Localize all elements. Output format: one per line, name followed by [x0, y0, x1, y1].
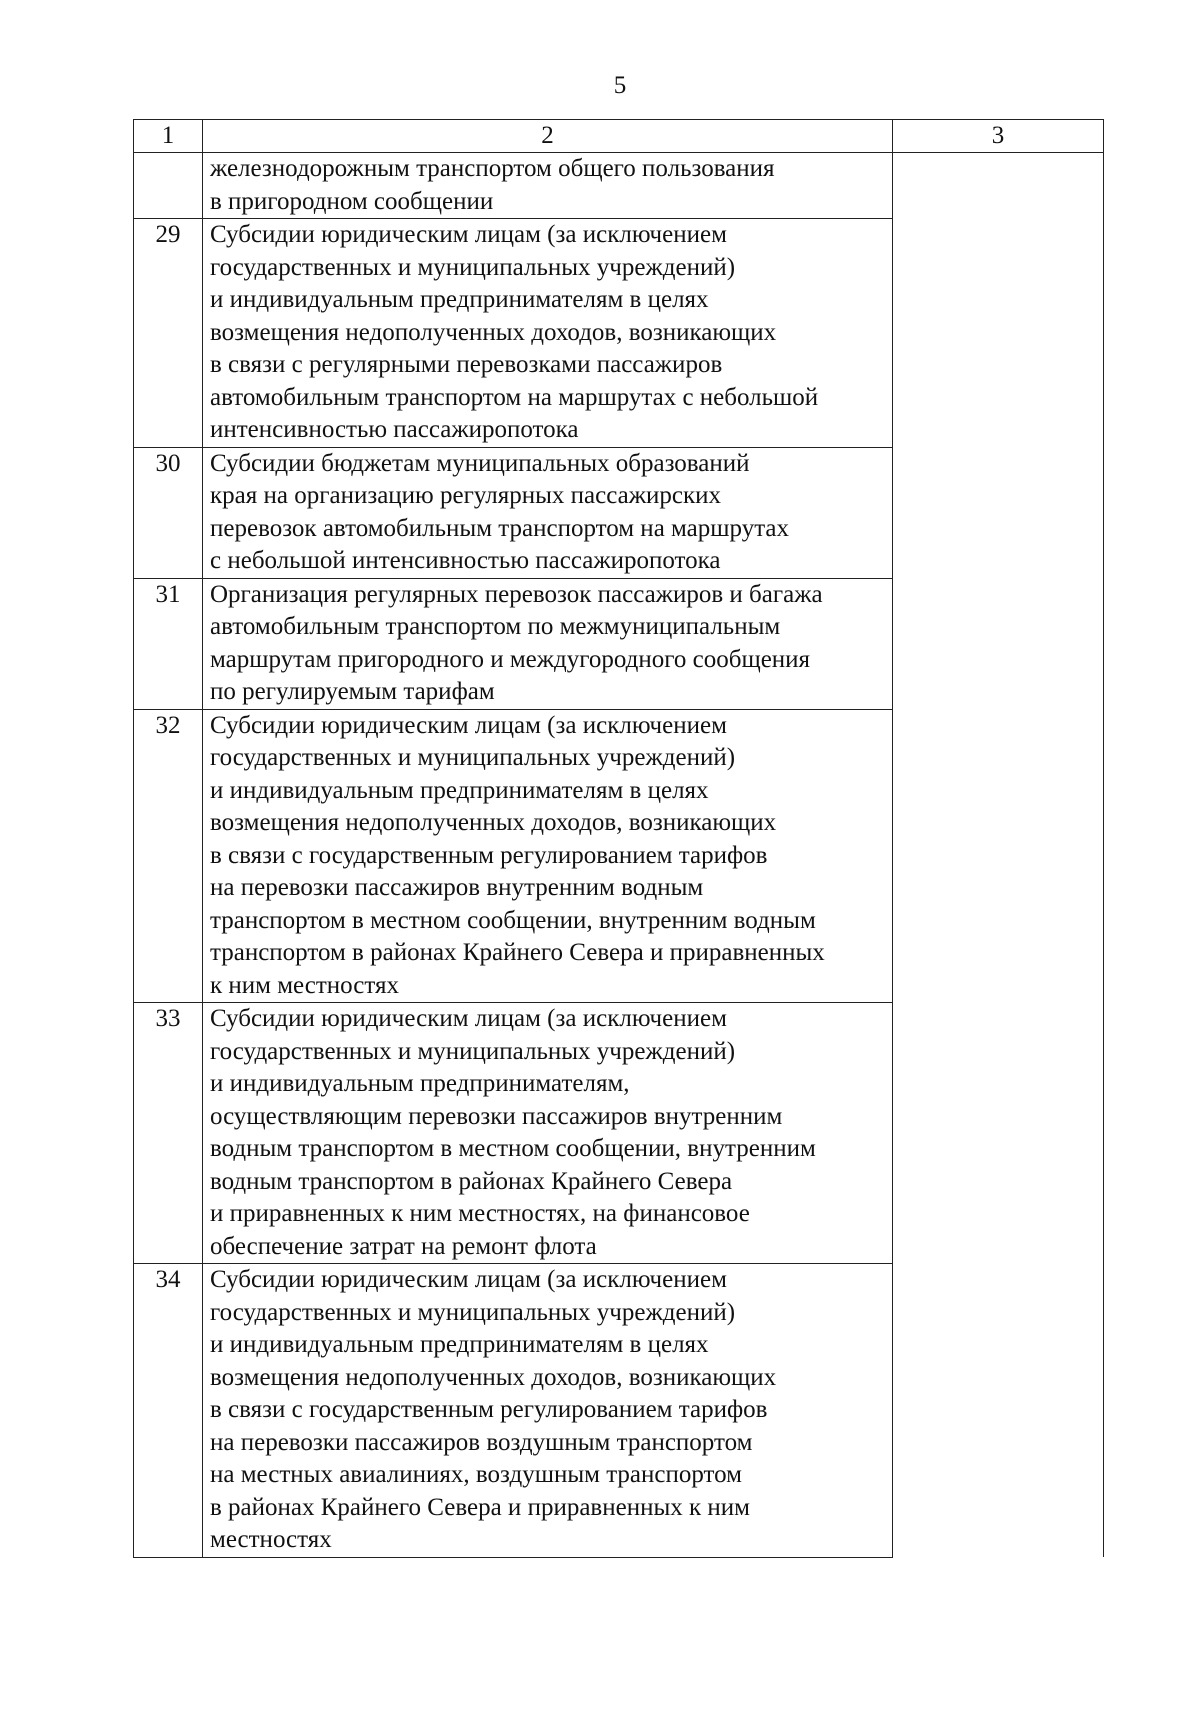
description-line: Субсидии бюджетам муниципальных образований	[210, 449, 750, 477]
description-line: возмещения недополученных доходов, возникающих	[210, 318, 777, 346]
description-line: в связи с регулярными перевозками пассажиров	[210, 351, 723, 378]
description-line: в пригородном сообщении	[210, 187, 494, 215]
row-number: 31	[134, 578, 203, 709]
description-line: маршрутам пригородного и междугородного сообщения	[210, 645, 811, 673]
description-line: государственных и муниципальных учреждений)	[210, 1298, 736, 1326]
row-description	[203, 447, 893, 578]
description-line: края на организацию регулярных пассажирских	[210, 482, 721, 509]
row-description	[203, 1264, 893, 1558]
description-line: Субсидии юридическим лицам (за исключением	[210, 1005, 727, 1032]
description-line: интенсивностью пассажиропотока	[210, 416, 579, 443]
row-description	[203, 709, 893, 1003]
description-line: с небольшой интенсивностью пассажиропотока	[210, 547, 721, 574]
column-header-1: 1	[134, 120, 203, 153]
description-line: водным транспортом в местном сообщении, внутренним	[210, 1135, 816, 1162]
description-line: государственных и муниципальных учреждений)	[210, 744, 736, 771]
description-line: в районах Крайнего Севера и приравненных к ним	[210, 1493, 750, 1521]
description-line: и индивидуальным предпринимателям в целях	[210, 286, 709, 313]
table-header-row	[134, 120, 1104, 153]
row-number: 33	[134, 1003, 203, 1264]
description-line: Субсидии юридическим лицам (за исключением	[210, 221, 727, 248]
description-line: государственных и муниципальных учреждений)	[210, 253, 736, 281]
description-line: водным транспортом в районах Крайнего Севера	[210, 1167, 733, 1195]
description-line: Субсидии юридическим лицам (за исключением	[210, 1266, 727, 1293]
description-line: и индивидуальным предпринимателям в целях	[210, 776, 709, 804]
description-line: местностях	[210, 1526, 332, 1553]
column-header-3: 3	[893, 120, 1104, 153]
document-table	[133, 119, 1104, 1558]
description-line: транспортом в местном сообщении, внутренним водным	[210, 906, 816, 934]
description-line: железнодорожным транспортом общего пользования	[210, 155, 775, 182]
description-line: по регулируемым тарифам	[210, 678, 495, 705]
row-description	[203, 153, 893, 219]
description-line: государственных и муниципальных учреждений)	[210, 1037, 736, 1065]
description-line: транспортом в районах Крайнего Севера и приравненных	[210, 939, 825, 966]
row-description	[203, 219, 893, 448]
description-line: автомобильным транспортом на маршрутах с небольшой	[210, 383, 819, 411]
table-body	[134, 153, 1104, 1558]
row-number	[134, 153, 203, 219]
description-line: обеспечение затрат на ремонт флота	[210, 1232, 597, 1260]
row-number: 34	[134, 1264, 203, 1558]
row-description	[203, 578, 893, 709]
description-line: и индивидуальным предпринимателям в целях	[210, 1331, 709, 1358]
description-line: осуществляющим перевозки пассажиров внутренним	[210, 1102, 783, 1130]
description-line: в связи с государственным регулированием тарифов	[210, 1396, 768, 1423]
table-row	[134, 153, 1104, 219]
description-line: на местных авиалиниях, воздушным транспортом	[210, 1461, 742, 1488]
description-line: на перевозки пассажиров воздушным транспортом	[210, 1428, 753, 1456]
description-line: Субсидии юридическим лицам (за исключением	[210, 711, 727, 739]
column-header-2: 2	[203, 120, 893, 153]
description-line: возмещения недополученных доходов, возникающих	[210, 809, 777, 836]
description-line: Организация регулярных перевозок пассажиров и багажа	[210, 580, 823, 608]
column-3-cell	[893, 153, 1104, 1558]
page-number: 5	[613, 72, 627, 99]
description-line: перевозок автомобильным транспортом на маршрутах	[210, 514, 790, 542]
description-line: автомобильным транспортом по межмуниципальным	[210, 613, 781, 640]
description-line: и приравненных к ним местностях, на финансовое	[210, 1200, 750, 1227]
row-number: 29	[134, 219, 203, 448]
description-line: возмещения недополученных доходов, возникающих	[210, 1363, 777, 1391]
row-number: 32	[134, 709, 203, 1003]
description-line: в связи с государственным регулированием тарифов	[210, 841, 768, 869]
row-description	[203, 1003, 893, 1264]
description-line: и индивидуальным предпринимателям,	[210, 1070, 630, 1097]
description-line: к ним местностях	[210, 971, 399, 999]
row-number: 30	[134, 447, 203, 578]
description-line: на перевозки пассажиров внутренним водным	[210, 874, 704, 901]
